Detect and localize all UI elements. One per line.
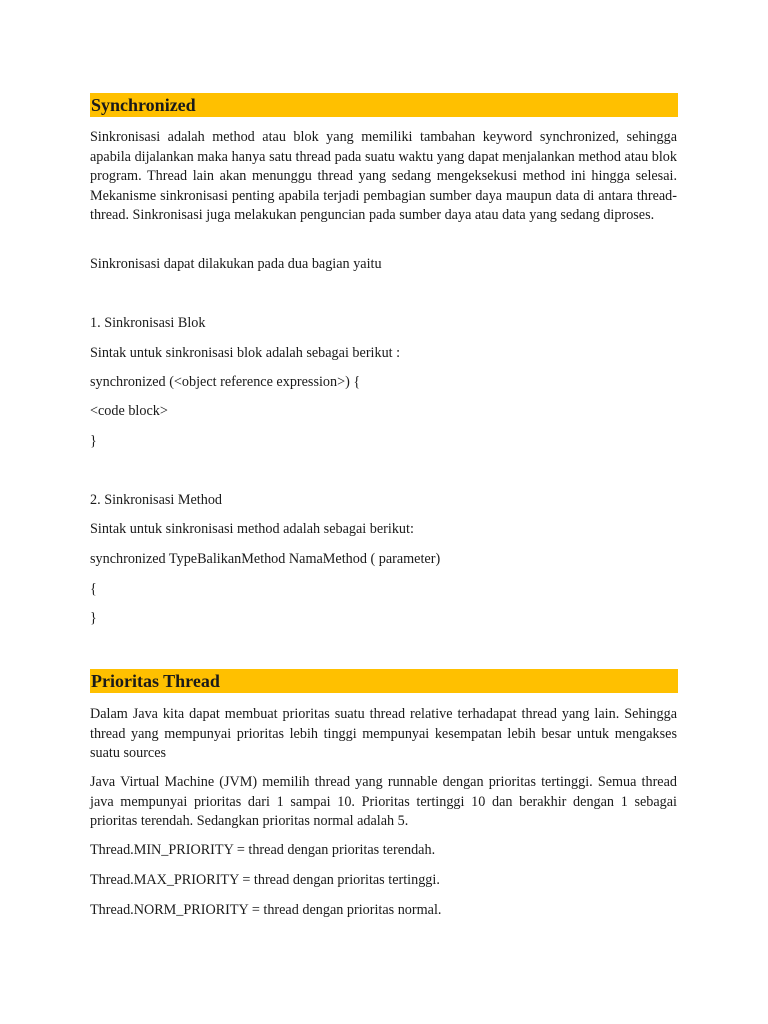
section-heading-synchronized: Synchronized	[90, 93, 678, 117]
synchronized-intro-paragraph: Sinkronisasi adalah method atau blok yang memiliki tambahan keyword synchronized, sehingga apabila dijalankan maka hanya satu thread pada suatu waktu yang dapat menjalankan method atau blok program. Thread lain akan menunggu thread yang sedang mengeksekusi method ini hingga selesai. Mekanisme sinkronisasi penting apabila terjadi pembagian sumber daya maupun data di antara thread-thread. Sinkronisasi juga melakukan penguncian pada sumber daya atau data yang sedang diproses.	[90, 129, 677, 224]
priority-paragraph-2: Java Virtual Machine (JVM) memilih thread yang runnable dengan prioritas tertinggi. Semua thread java mempunyai prioritas dari 1 sampai 10. Prioritas tertinggi 10 dan berakhir dengan 1 sebagai prioritas terendah. Sedangkan prioritas normal adalah 5.	[90, 774, 677, 830]
method-sync-code-line-2: {	[90, 581, 97, 597]
method-sync-code-line-1: synchronized TypeBalikanMethod NamaMethod ( parameter)	[90, 551, 441, 567]
norm-priority-line: Thread.NORM_PRIORITY = thread dengan prioritas normal.	[90, 902, 442, 918]
section-heading-prioritas-thread: Prioritas Thread	[90, 669, 678, 693]
min-priority-line: Thread.MIN_PRIORITY = thread dengan prioritas terendah.	[90, 842, 436, 858]
max-priority-line: Thread.MAX_PRIORITY = thread dengan prioritas tertinggi.	[90, 872, 440, 888]
block-sync-code-line-2: <code block>	[90, 403, 168, 419]
method-sync-title: 2. Sinkronisasi Method	[90, 492, 223, 508]
priority-paragraph-1: Dalam Java kita dapat membuat prioritas suatu thread relative terhadapat thread yang lain. Sehingga thread yang mempunyai prioritas lebih tinggi mempunyai kesempatan lebih besar untuk mengakses suatu sources	[90, 706, 677, 762]
block-sync-code-line-3: }	[90, 433, 97, 449]
method-sync-syntax-intro: Sintak untuk sinkronisasi method adalah sebagai berikut:	[90, 521, 414, 537]
method-sync-code-line-3: }	[90, 610, 97, 626]
block-sync-title: 1. Sinkronisasi Blok	[90, 315, 206, 331]
block-sync-code-line-1: synchronized (<object reference expression>) {	[90, 374, 361, 390]
sync-lead-text: Sinkronisasi dapat dilakukan pada dua bagian yaitu	[90, 256, 382, 272]
block-sync-syntax-intro: Sintak untuk sinkronisasi blok adalah sebagai berikut :	[90, 345, 401, 361]
